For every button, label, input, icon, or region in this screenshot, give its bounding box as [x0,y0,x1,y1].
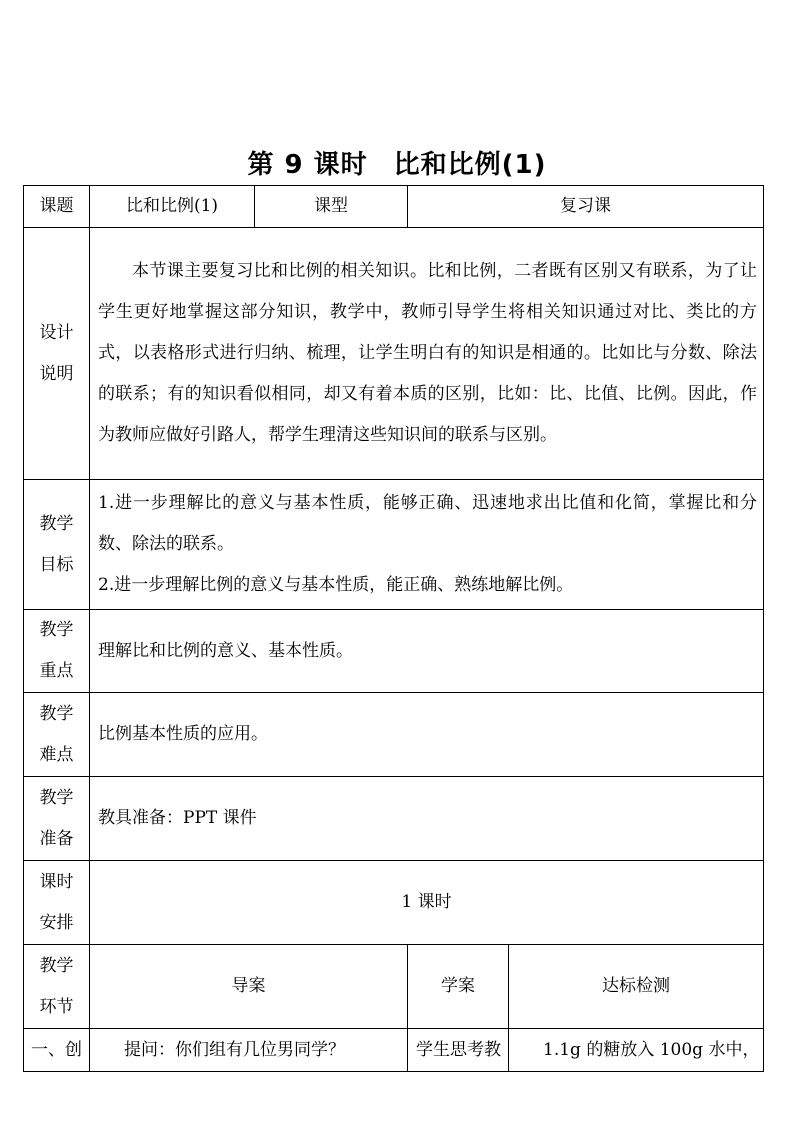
stage-1-label: 一、创 [24,1029,90,1072]
design-label-line-2: 说明 [39,363,74,384]
lesson-plan-table [23,185,764,1072]
key-points-label-line-2: 重点 [39,661,74,681]
subject-value: 比和比例(1) [90,186,255,228]
row-goals [24,480,764,610]
preparation-label-line-2: 准备 [39,828,74,849]
goals-label [24,480,90,610]
row-stages-header [24,945,764,1029]
difficulties-label-line-2: 难点 [39,744,74,765]
design-label [24,228,90,480]
stages-label-line-2: 环节 [39,996,74,1017]
goals-label-line-2: 目标 [39,554,74,575]
row-preparation [24,777,764,861]
schedule-text: 1 课时 [90,861,764,945]
goals-text [90,480,764,610]
key-points-text: 理解比和比例的意义、基本性质。 [90,610,764,693]
goal-item-1: 1.进一步理解比的意义与基本性质，能够正确、迅速地求出比值和化简，掌握比和分数、除法的联系。 [98,493,757,554]
stages-label [24,945,90,1029]
design-text: 本节课主要复习比和比例的相关知识。比和比例，二者既有区别又有联系，为了让学生更好地掌握这部分知识，教学中，教师引导学生将相关知识通过对比、类比的方式，以表格形式进行归纳、梳理，让学生明白有的知识是相通的。比如比与分数、除法的联系；有的知识看似相同，却又有着本质的区别，比如：比、比值、比例。因此，作为教师应做好引路人，帮学生理清这些知识间的联系与区别。 [90,228,764,480]
goal-item-2: 2.进一步理解比例的意义与基本性质，能正确、熟练地解比例。 [98,575,574,595]
type-label: 课型 [255,186,408,228]
lesson-number: 第 9 课时 [247,150,368,180]
page-title [0,144,794,181]
schedule-label [24,861,90,945]
preparation-label-line-1: 教学 [39,787,74,808]
col-guide-header: 导案 [90,945,408,1029]
schedule-label-line-1: 课时 [39,871,74,892]
row-stage-1 [24,1029,764,1072]
stage-1-study: 学生思考教 [408,1029,509,1072]
row-subject [24,186,764,228]
row-key-points [24,610,764,693]
col-study-header: 学案 [408,945,509,1029]
row-design [24,228,764,480]
subject-label: 课题 [24,186,90,228]
type-value: 复习课 [408,186,764,228]
stages-label-line-1: 教学 [39,955,74,976]
key-points-label [24,610,90,693]
key-points-label-line-1: 教学 [39,620,74,640]
stage-1-guide: 提问：你们组有几位男同学？ [90,1029,408,1072]
difficulties-text: 比例基本性质的应用。 [90,693,764,777]
goals-label-line-1: 教学 [39,513,74,534]
schedule-label-line-2: 安排 [39,912,74,933]
row-schedule [24,861,764,945]
col-check-header: 达标检测 [509,945,764,1029]
difficulties-label-line-1: 教学 [39,703,74,724]
row-difficulties [24,693,764,777]
preparation-text: 教具准备：PPT 课件 [90,777,764,861]
lesson-topic: 比和比例(1) [393,150,547,180]
stage-1-check: 1.1g 的糖放入 100g 水中， [509,1029,764,1072]
preparation-label [24,777,90,861]
design-label-line-1: 设计 [39,322,74,343]
difficulties-label [24,693,90,777]
